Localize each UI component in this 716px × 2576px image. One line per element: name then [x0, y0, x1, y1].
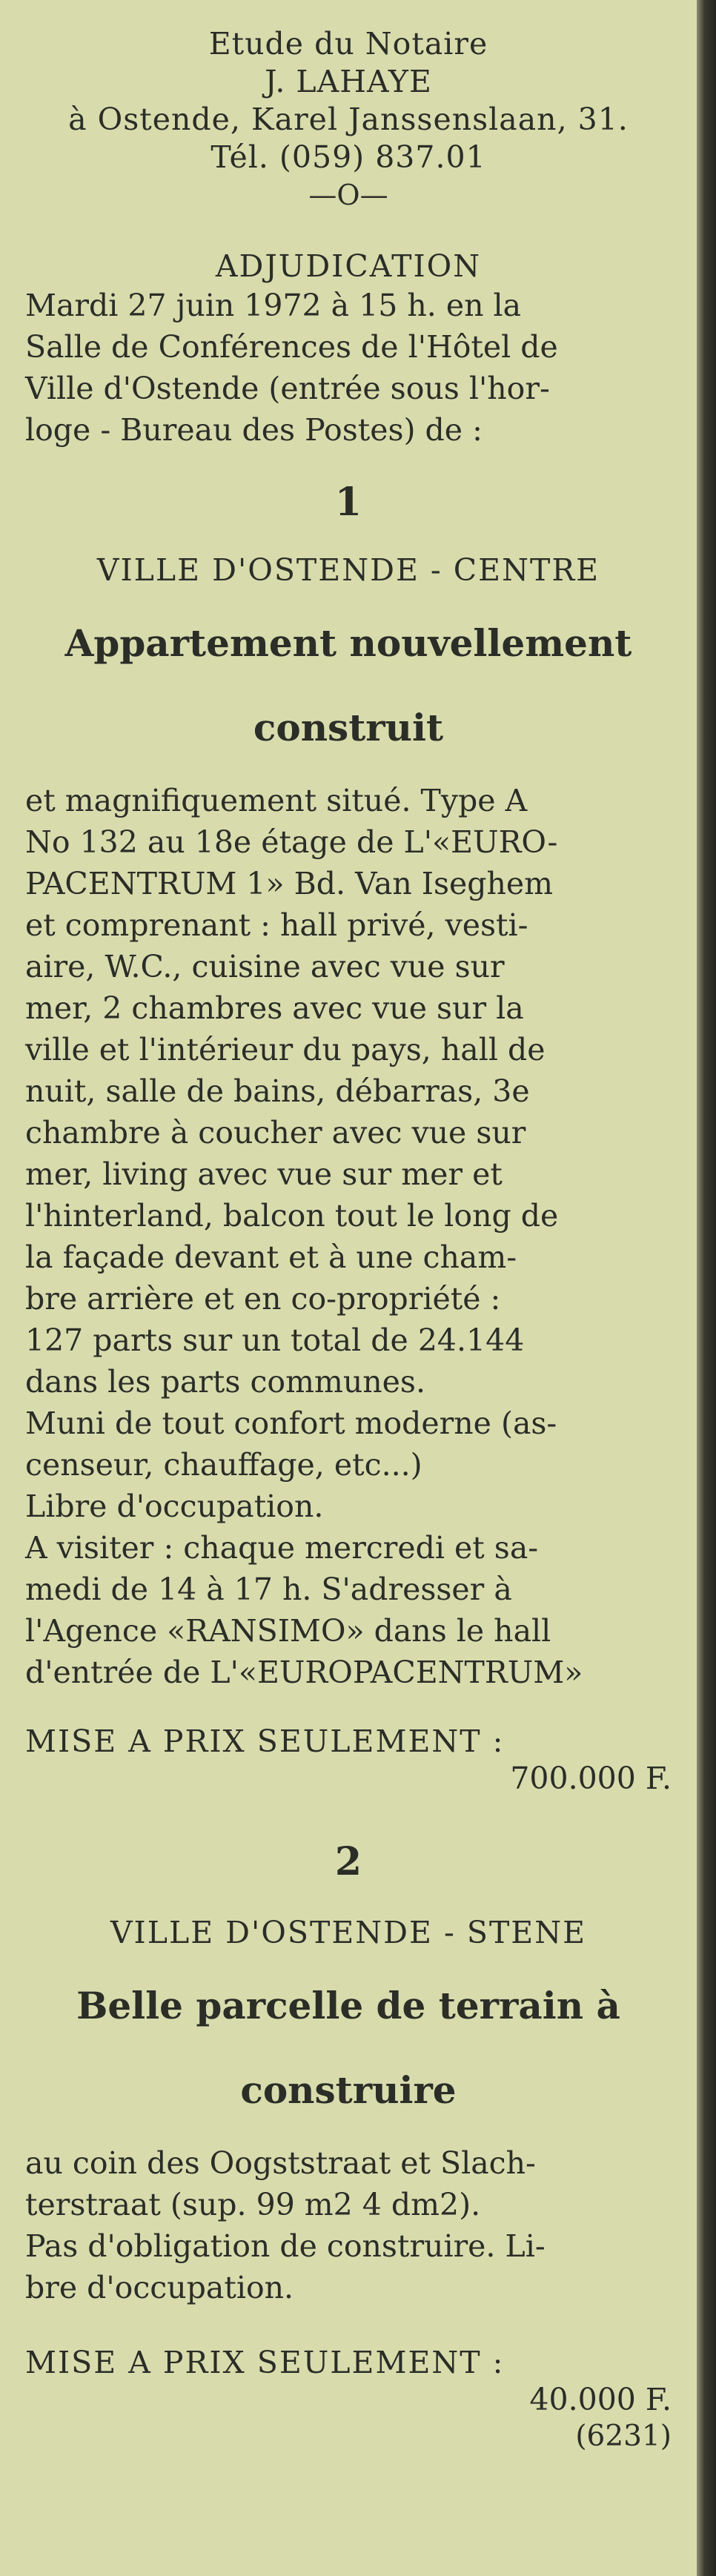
description-line: censeur, chauffage, etc...) — [25, 1447, 422, 1483]
description-line: chambre à coucher avec vue sur — [25, 1115, 526, 1150]
lot-heading-line: Belle parcelle de terrain à — [76, 1984, 620, 2027]
description-line: 127 parts sur un total de 24.144 — [25, 1322, 525, 1358]
description-line: nuit, salle de bains, débarras, 3e — [25, 1073, 530, 1109]
lot-place: VILLE D'OSTENDE - CENTRE — [96, 552, 600, 588]
description-line: d'entrée de L'«EUROPACENTRUM» — [25, 1655, 583, 1690]
description-line: mer, living avec vue sur mer et — [25, 1156, 503, 1192]
description-line: PACENTRUM 1» Bd. Van Iseghem — [25, 866, 554, 901]
price-value: 700.000 F. — [510, 1761, 672, 1796]
reference-number: (6231) — [575, 2420, 672, 2453]
intro-line: Ville d'Ostende (entrée sous l'hor- — [25, 371, 550, 406]
description-line: au coin des Oogststraat et Slach- — [25, 2145, 536, 2181]
lot-place: VILLE D'OSTENDE - STENE — [110, 1915, 587, 1950]
description-line: ville et l'intérieur du pays, hall de — [25, 1032, 546, 1067]
lot-heading-line: Appartement nouvellement — [64, 621, 632, 665]
lot-number: 1 — [334, 480, 362, 525]
lot-1 — [25, 480, 672, 1797]
description-line: No 132 au 18e étage de L'«EURO- — [25, 824, 558, 860]
description-line: terstraat (sup. 99 m2 4 dm2). — [25, 2187, 481, 2222]
adjudication-title: ADJUDICATION — [215, 248, 482, 284]
lot-description — [25, 2142, 672, 2308]
lot-2 — [25, 1840, 672, 2455]
notary-address: à Ostende, Karel Janssenslaan, 31. — [68, 102, 629, 137]
description-line: medi de 14 à 17 h. S'adresser à — [25, 1572, 512, 1607]
intro-line: loge - Bureau des Postes) de : — [25, 412, 483, 448]
adjudication-intro — [25, 285, 672, 451]
description-line: Libre d'occupation. — [25, 1489, 324, 1524]
lot-heading-line: construire — [240, 2068, 457, 2112]
price-label: MISE A PRIX SEULEMENT : — [25, 1724, 505, 1759]
notary-phone: Tél. (059) 837.01 — [211, 139, 486, 175]
clipping-edge — [697, 0, 716, 2576]
lot-number: 2 — [334, 1839, 362, 1884]
notary-header — [25, 25, 672, 213]
header-separator: —O— — [308, 179, 388, 211]
description-line: bre d'occupation. — [25, 2270, 294, 2305]
description-line: mer, 2 chambres avec vue sur la — [25, 990, 524, 1026]
price-label: MISE A PRIX SEULEMENT : — [25, 2345, 505, 2380]
description-line: et magnifiquement situé. Type A — [25, 783, 528, 818]
notary-office-line: Etude du Notaire — [208, 26, 488, 62]
notary-name: J. LAHAYE — [265, 64, 432, 99]
description-line: l'Agence «RANSIMO» dans le hall — [25, 1613, 551, 1649]
description-line: la façade devant et à une cham- — [25, 1239, 517, 1275]
description-line: et comprenant : hall privé, vesti- — [25, 907, 528, 943]
description-line: l'hinterland, balcon tout le long de — [25, 1198, 559, 1234]
description-line: Muni de tout confort moderne (as- — [25, 1405, 557, 1441]
lot-description — [25, 780, 672, 1693]
price-value: 40.000 F. — [529, 2382, 672, 2417]
description-line: dans les parts communes. — [25, 1364, 426, 1400]
description-line: Pas d'obligation de construire. Li- — [25, 2228, 546, 2264]
description-line: A visiter : chaque mercredi et sa- — [25, 1530, 539, 1566]
description-line: bre arrière et en co-propriété : — [25, 1281, 501, 1317]
description-line: aire, W.C., cuisine avec vue sur — [25, 949, 505, 984]
lot-heading-line: construit — [253, 706, 444, 749]
intro-line: Mardi 27 juin 1972 à 15 h. en la — [25, 288, 522, 323]
intro-line: Salle de Conférences de l'Hôtel de — [25, 329, 558, 365]
